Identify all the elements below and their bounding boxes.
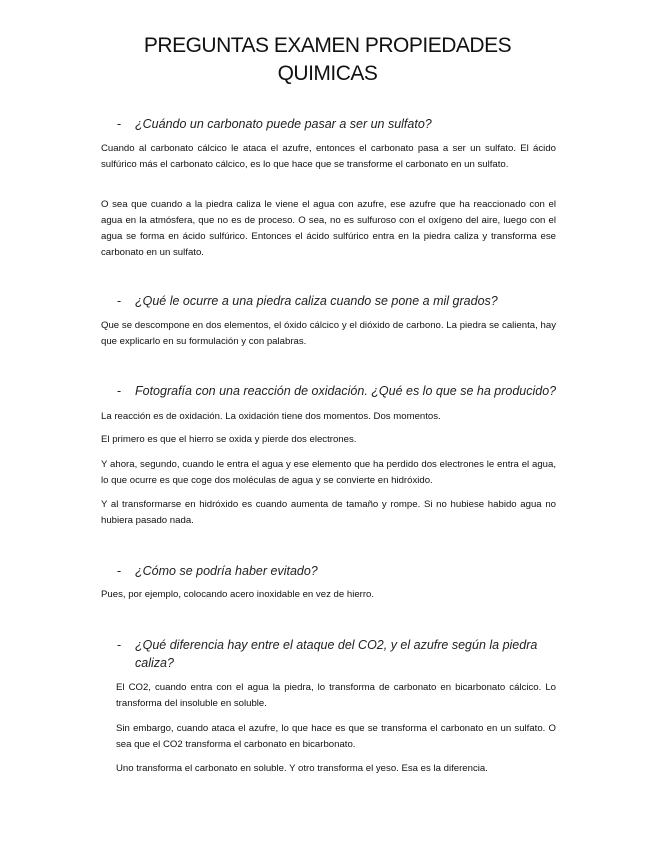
question-heading: [117, 382, 556, 400]
answer-paragraph: Uno transforma el carbonato en soluble. Y otro transforma el yeso. Esa es la diferencia.: [116, 763, 488, 774]
document-title: [60, 32, 595, 88]
question-text-line-2: caliza?: [135, 656, 174, 670]
answer-paragraph: O sea que cuando a la piedra caliza le viene el agua con azufre, ese azufre que ha reaccionado con el agua en la atmósfera, que no es de proceso. O sea, no es sulfuroso con el oxígeno del aire, luego con el agua se forma en ácido sulfúrico. Entonces el ácido sulfúrico entra en la piedra caliza y transforma ese carbonato en un sulfato.: [101, 199, 556, 258]
bullet-dash: -: [117, 384, 122, 398]
question-text: ¿Cuándo un carbonato puede pasar a ser un sulfato?: [135, 117, 432, 131]
answer-paragraph: Pues, por ejemplo, colocando acero inoxidable en vez de hierro.: [101, 589, 375, 600]
answer-paragraph: Cuando al carbonato cálcico le ataca el azufre, entonces el carbonato pasa a ser un sulfato. El ácido sulfúrico más el carbonato cálcico, es lo que hace que se transforme el carbonato en un sulfato.: [101, 143, 556, 170]
title-line-2: QUIMICAS: [277, 62, 378, 85]
bullet-dash: -: [117, 638, 122, 652]
answer-paragraph: El primero es que el hierro se oxida y pierde dos electrones.: [101, 434, 357, 445]
question-heading: [117, 115, 432, 133]
answer-paragraph: Sin embargo, cuando ataca el azufre, lo que hace es que se transforma el carbonato en un sulfato. O sea que el CO2 transforma el carbonato en bicarbonato.: [116, 723, 556, 750]
answer-paragraph: La reacción es de oxidación. La oxidación tiene dos momentos. Dos momentos.: [101, 411, 441, 422]
question-text: ¿Cómo se podría haber evitado?: [135, 564, 318, 578]
question-heading: [117, 636, 537, 672]
question-heading: [117, 562, 318, 580]
question-text: ¿Qué le ocurre a una piedra caliza cuando se pone a mil grados?: [135, 294, 498, 308]
bullet-dash: -: [117, 294, 122, 308]
question-text-line-1: ¿Qué diferencia hay entre el ataque del CO2, y el azufre según la piedra: [135, 638, 538, 652]
answer-paragraph: Que se descompone en dos elementos, el óxido cálcico y el dióxido de carbono. La piedra se calienta, hay que explicarlo en su formulación y con palabras.: [101, 320, 556, 347]
bullet-dash: -: [117, 564, 122, 578]
bullet-dash: -: [117, 117, 122, 131]
answer-paragraph: Y ahora, segundo, cuando le entra el agua y ese elemento que ha perdido dos electrones le entra el agua, lo que ocurre es que coge dos moléculas de agua y se convierte en hidróxido.: [101, 459, 556, 486]
answer-paragraph: El CO2, cuando entra con el agua la piedra, lo transforma de carbonato en bicarbonato cálcico. Lo transforma del insoluble en soluble.: [116, 682, 556, 709]
answer-paragraph: Y al transformarse en hidróxido es cuando aumenta de tamaño y rompe. Si no hubiese habido agua no hubiera pasado nada.: [101, 499, 556, 526]
question-heading: [117, 292, 498, 310]
question-text: Fotografía con una reacción de oxidación. ¿Qué es lo que se ha producido?: [135, 384, 557, 398]
title-line-1: PREGUNTAS EXAMEN PROPIEDADES: [143, 34, 512, 57]
